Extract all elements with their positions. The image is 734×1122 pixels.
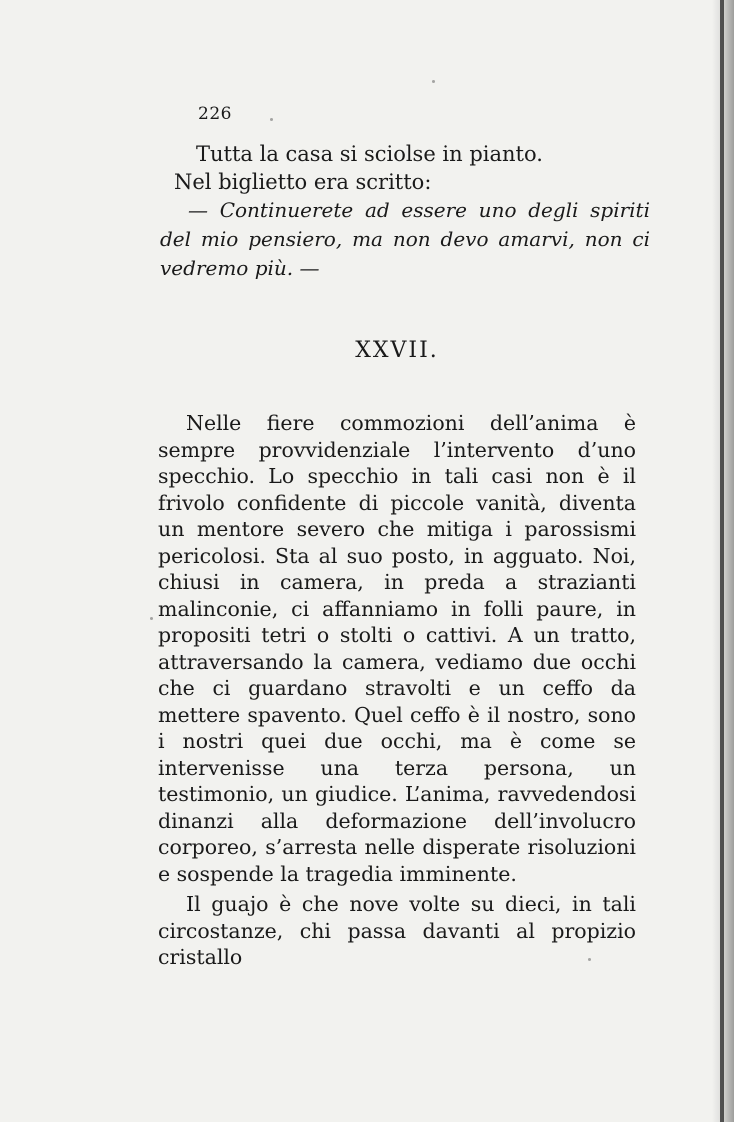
paragraph-2: Il guajo è che nove volte su dieci, in tali circostanze, chi passa davanti al propizio cristallo	[158, 892, 636, 969]
paper-speck	[270, 118, 273, 121]
paper-speck	[150, 617, 153, 620]
chapter-heading	[0, 338, 734, 363]
chapter-heading-text: XXVII.	[355, 338, 439, 363]
intro-line-1: Tutta la casa si sciolse in pianto.	[196, 142, 543, 166]
intro-passage	[160, 140, 650, 283]
paper-speck	[588, 958, 591, 961]
paragraph-1: Nelle fiere commozioni dell’anima è sempre provvidenziale l’intervento d’uno specchio. Lo specchio in tali casi non è il frivolo confidente di piccole vanità, diventa un mentore severo che mitiga i parossismi pericolosi. Sta al suo posto, in agguato. Noi, chiusi in camera, in preda a strazianti malinconie, ci affanniamo in folli paure, in propositi tetri o stolti o cattivi. A un tratto, attraversando la camera, vediamo due occhi che ci guardano stravolti e un ceffo da mettere spavento. Quel ceffo è il nostro, sono i nostri quei due occhi, ma è come se intervenisse una terza persona, un testimonio, un giudice. L’anima, ravvedendosi dinanzi alla deformazione dell’involucro corporeo, s’arresta nelle disperate risoluzioni e sospende la tragedia imminente.	[158, 411, 636, 886]
page-edge-line	[720, 0, 724, 1122]
chapter-body	[158, 410, 636, 975]
intro-line-2: Nel biglietto era scritto:	[174, 170, 432, 194]
page-number: 226	[198, 104, 232, 124]
intro-quote: — Continuerete ad essere uno degli spiriti del mio pensiero, ma non devo amarvi, non ci vedremo più. —	[160, 198, 650, 280]
paper-speck	[432, 80, 435, 83]
